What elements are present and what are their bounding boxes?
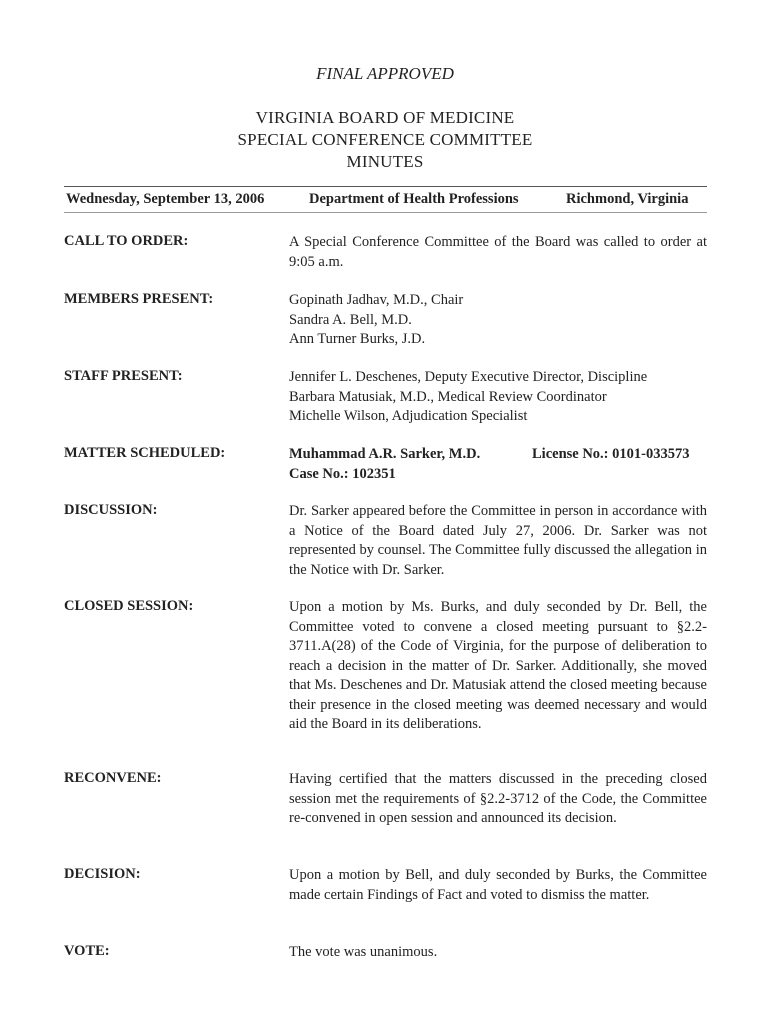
section-label: DISCUSSION: [64,502,158,518]
staff-item: Barbara Matusiak, M.D., Medical Review Coordinator [289,388,607,405]
title-line-minutes: MINUTES [346,152,424,171]
matter-row [289,445,707,465]
section-text: Upon a motion by Bell, and duly seconded by Burks, the Committee made certain Findings of Fact and voted to dismiss the matter. [289,867,707,903]
header-divider-bottom [64,212,707,213]
section-label: MATTER SCHEDULED: [64,445,226,461]
matter-details [289,445,707,484]
respondent-name: Muhammad A.R. Sarker, M.D. [289,446,481,462]
section-label: VOTE: [64,943,110,959]
department-name: Department of Health Professions [309,191,519,207]
section-label: STAFF PRESENT: [64,368,183,384]
header-divider-top [64,186,707,187]
member-item: Gopinath Jadhav, M.D., Chair [289,292,464,308]
section-text: Upon a motion by Ms. Burks, and duly seconded by Dr. Bell, the Committee voted to convene a closed meeting pursuant to §2.2-3711.A(28) of the Code of Virginia, for the purpose of deliberation to reach a decision in the matter of Dr. Sarker. Additionally, she moved that Ms. Deschenes and Dr. Matusiak attend the closed meeting because their presence in the closed meeting was deemed necessary and would aid the Board in its deliberations. [289,599,707,732]
approval-status: FINAL APPROVED [316,64,454,83]
staff-item: Michelle Wilson, Adjudication Specialist [289,408,528,424]
section-text: The vote was unanimous. [289,944,438,960]
section-text: A Special Conference Committee of the Board was called to order at 9:05 a.m. [289,234,707,270]
document-title [0,107,770,173]
section-text: Dr. Sarker appeared before the Committee in person in accordance with a Notice of the Board dated July 27, 2006. Dr. Sarker was not represented by counsel. The Committee fully discussed the allegation in the Notice with Dr. Sarker. [289,503,707,578]
section-label: CALL TO ORDER: [64,233,189,249]
meeting-location: Richmond, Virginia [566,191,689,207]
case-number: Case No.: 102351 [289,465,396,482]
title-line-board: VIRGINIA BOARD OF MEDICINE [255,108,515,127]
section-label: MEMBERS PRESENT: [64,291,214,307]
section-label: CLOSED SESSION: [64,598,194,614]
staff-list [289,368,707,427]
license-number: License No.: 0101-033573 [532,446,690,462]
meeting-date: Wednesday, September 13, 2006 [66,191,265,207]
section-label: DECISION: [64,866,141,882]
member-item: Ann Turner Burks, J.D. [289,331,426,347]
section-label: RECONVENE: [64,770,162,786]
member-item: Sandra A. Bell, M.D. [289,311,412,328]
members-list [289,291,707,350]
title-line-committee: SPECIAL CONFERENCE COMMITTEE [237,130,533,149]
staff-item: Jennifer L. Deschenes, Deputy Executive Director, Discipline [289,369,648,385]
section-text: Having certified that the matters discussed in the preceding closed session met the requirements of §2.2-3712 of the Code, the Committee re-convened in open session and announced its decision. [289,771,707,826]
